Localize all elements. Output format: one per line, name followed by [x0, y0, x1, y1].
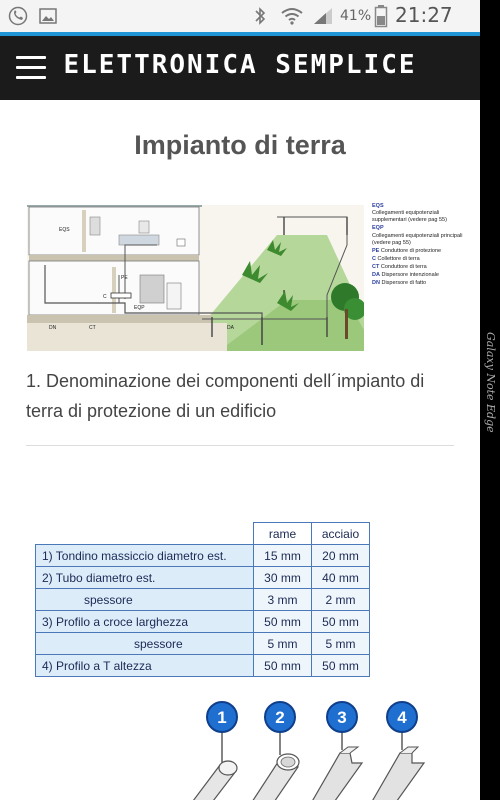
article-content [0, 100, 480, 800]
table-row [36, 589, 370, 611]
app-header [0, 36, 480, 100]
legend-entry: C Collettore di terra [372, 255, 420, 262]
edge-device-label: Galaxy Note Edge [484, 332, 497, 433]
earth-electrode-sizes-table [35, 522, 370, 677]
cell-rame: 5 mm [254, 633, 312, 655]
row-label: 3) Profilo a croce larghezza [36, 611, 254, 633]
svg-text:4: 4 [397, 708, 407, 727]
table-row [36, 567, 370, 589]
diagram-label-ct: CT [89, 325, 96, 331]
cell-rame: 15 mm [254, 545, 312, 567]
diagram-label-eqp: EQP [134, 305, 145, 311]
site-title[interactable]: ELETTRONICA SEMPLICE [63, 50, 417, 80]
wifi-icon [280, 6, 304, 30]
status-bar [0, 0, 480, 32]
clock: 21:27 [395, 3, 453, 27]
earthing-diagram-image [27, 205, 364, 351]
bluetooth-icon [252, 6, 268, 30]
row-label: 4) Profilo a T altezza [36, 655, 254, 677]
legend-entry: EQP Collegamenti equipotenziali principali (vedere pag 55) [372, 225, 463, 246]
cell-rame: 50 mm [254, 611, 312, 633]
diagram-label-dn: DN [49, 325, 57, 331]
gallery-icon [38, 6, 58, 30]
cell-rame: 30 mm [254, 567, 312, 589]
column-header-rame: rame [254, 523, 312, 545]
table-row [36, 633, 370, 655]
cell-acciaio: 5 mm [312, 633, 370, 655]
legend-entry: DA Dispersore intenzionale [372, 272, 439, 279]
electrode-profiles-image [180, 695, 440, 800]
legend-entry: EQS Collegamenti equipotenziali supplementari (vedere pag 55) [372, 203, 447, 224]
cell-acciaio: 20 mm [312, 545, 370, 567]
divider [26, 445, 454, 446]
table-row [36, 611, 370, 633]
table-row [36, 545, 370, 567]
svg-text:1: 1 [217, 708, 227, 727]
row-label: 1) Tondino massiccio diametro est. [36, 545, 254, 567]
row-label: spessore [36, 589, 254, 611]
row-label: spessore [36, 633, 254, 655]
profile-badge-4 [387, 702, 417, 732]
diagram-label-pe: PE [121, 275, 128, 281]
signal-icon [312, 6, 334, 30]
cell-rame: 50 mm [254, 655, 312, 677]
cell-acciaio: 50 mm [312, 611, 370, 633]
profile-badge-3 [327, 702, 357, 732]
table-header-row [36, 523, 370, 545]
cell-rame: 3 mm [254, 589, 312, 611]
legend-entry: DN Dispersore di fatto [372, 280, 427, 287]
page-title: Impianto di terra [134, 130, 346, 160]
profile-badge-2 [265, 702, 295, 732]
table-row [36, 655, 370, 677]
figure-caption: 1. Denominazione dei componenti dell´impianto di terra di protezione di un edificio [26, 371, 425, 421]
diagram-label-eqs: EQS [59, 227, 70, 233]
cell-acciaio: 2 mm [312, 589, 370, 611]
battery-icon [374, 4, 388, 32]
battery-percentage: 41% [340, 8, 372, 24]
legend-entry: PE Conduttore di protezione [372, 247, 442, 254]
row-label: 2) Tubo diametro est. [36, 567, 254, 589]
diagram-legend [372, 203, 472, 289]
profile-badge-1 [207, 702, 237, 732]
phone-icon [8, 6, 28, 30]
cell-acciaio: 50 mm [312, 655, 370, 677]
cell-acciaio: 40 mm [312, 567, 370, 589]
column-header-acciaio: acciaio [312, 523, 370, 545]
svg-text:2: 2 [275, 708, 285, 727]
diagram-label-c: C [103, 294, 107, 300]
svg-text:3: 3 [337, 708, 347, 727]
legend-entry: CT Conduttore di terra [372, 264, 427, 271]
diagram-label-da: DA [227, 325, 234, 331]
